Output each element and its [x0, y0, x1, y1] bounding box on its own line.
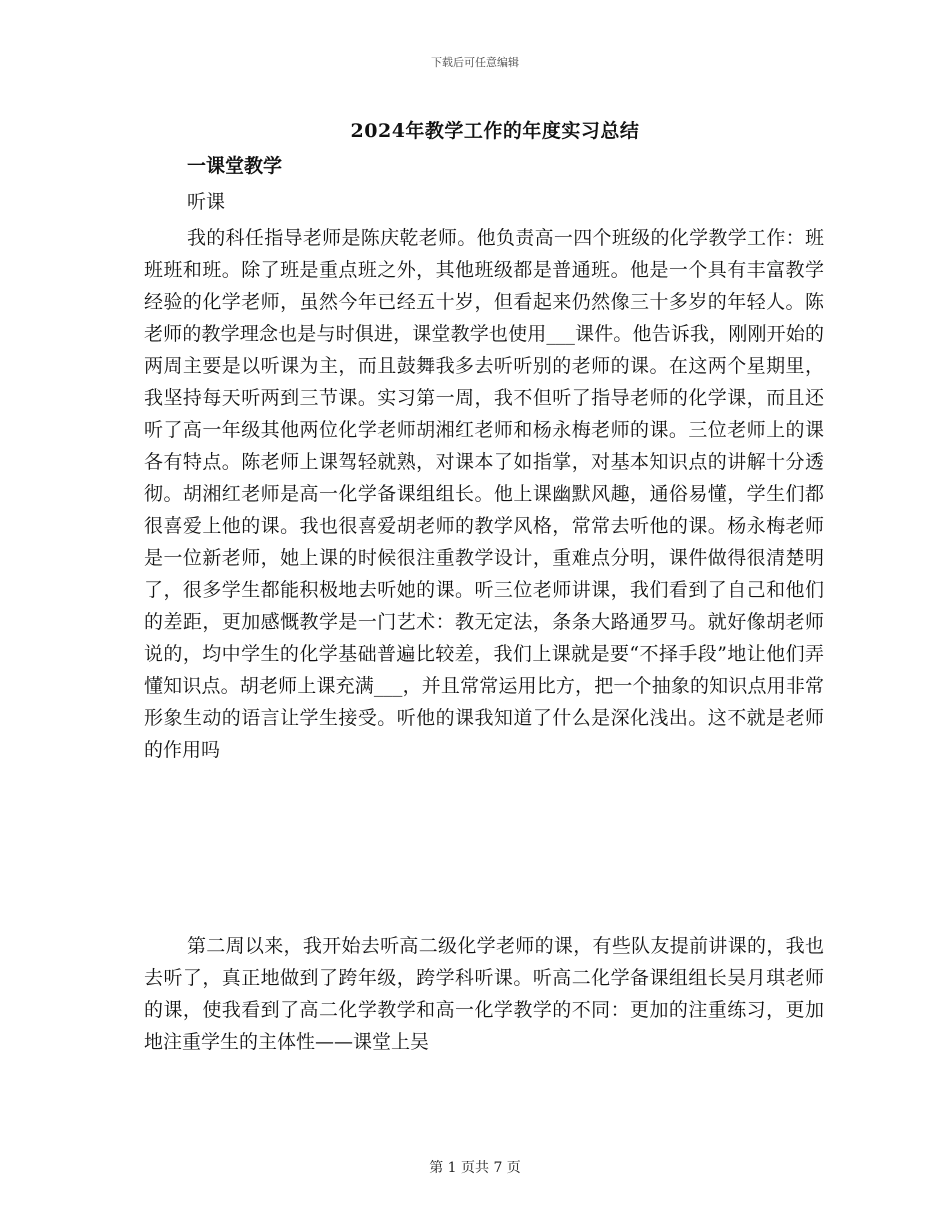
paragraph-1: 我的科任指导老师是陈庆乾老师。他负责高一四个班级的化学教学工作：班班班和班。除了班是重点班之外，其他班级都是普通班。他是一个具有丰富教学经验的化学老师，虽然今年已经五十岁，但看起来仍然像三十多岁的年轻人。陈老师的教学理念也是与时俱进，课堂教学也使用___课件。他告诉我，刚刚开始的两周主要是以听课为主，而且鼓舞我多去听听别的老师的课。在这两个星期里，我坚持每天听两到三节课。实习第一周，我不但听了指导老师的化学课，而且还听了高一年级其他两位化学老师胡湘红老师和杨永梅老师的课。三位老师上的课各有特点。陈老师上课驾轻就熟，对课本了如指掌，对基本知识点的讲解十分透彻。胡湘红老师是高一化学备课组组长。他上课幽默风趣，通俗易懂，学生们都很喜爱上他的课。我也很喜爱胡老师的教学风格，常常去听他的课。杨永梅老师是一位新老师，她上课的时候很注重教学设计，重难点分明，课件做得很清楚明了，很多学生都能积极地去听她的课。听三位老师讲课，我们看到了自己和他们的差距，更加感慨教学是一门艺术：教无定法，条条大路通罗马。就好像胡老师说的，均中学生的化学基础普遍比较差，我们上课就是要“不择手段”地让他们弄懂知识点。胡老师上课充满___，并且常常运用比方，把一个抽象的知识点用非常形象生动的语言让学生接受。听他的课我知道了什么是深化浅出。这不就是老师的作用吗 — [144, 227, 824, 761]
subheading: 听课 — [187, 191, 226, 213]
document-title: 2024年教学工作的年度实习总结 — [350, 120, 640, 142]
paragraph-2: 第二周以来，我开始去听高二级化学老师的课，有些队友提前讲课的，我也去听了，真正地做到了跨年级，跨学科听课。听高二化学备课组组长吴月琪老师的课，使我看到了高二化学教学和高一化学教学的不同：更加的注重练习，更加地注重学生的主体性——课堂上吴 — [144, 935, 824, 1053]
page-footer: 第 1 页共 7 页 — [429, 1160, 521, 1176]
header-note: 下载后可任意编辑 — [431, 56, 519, 69]
section-heading: 一课堂教学 — [187, 155, 283, 177]
